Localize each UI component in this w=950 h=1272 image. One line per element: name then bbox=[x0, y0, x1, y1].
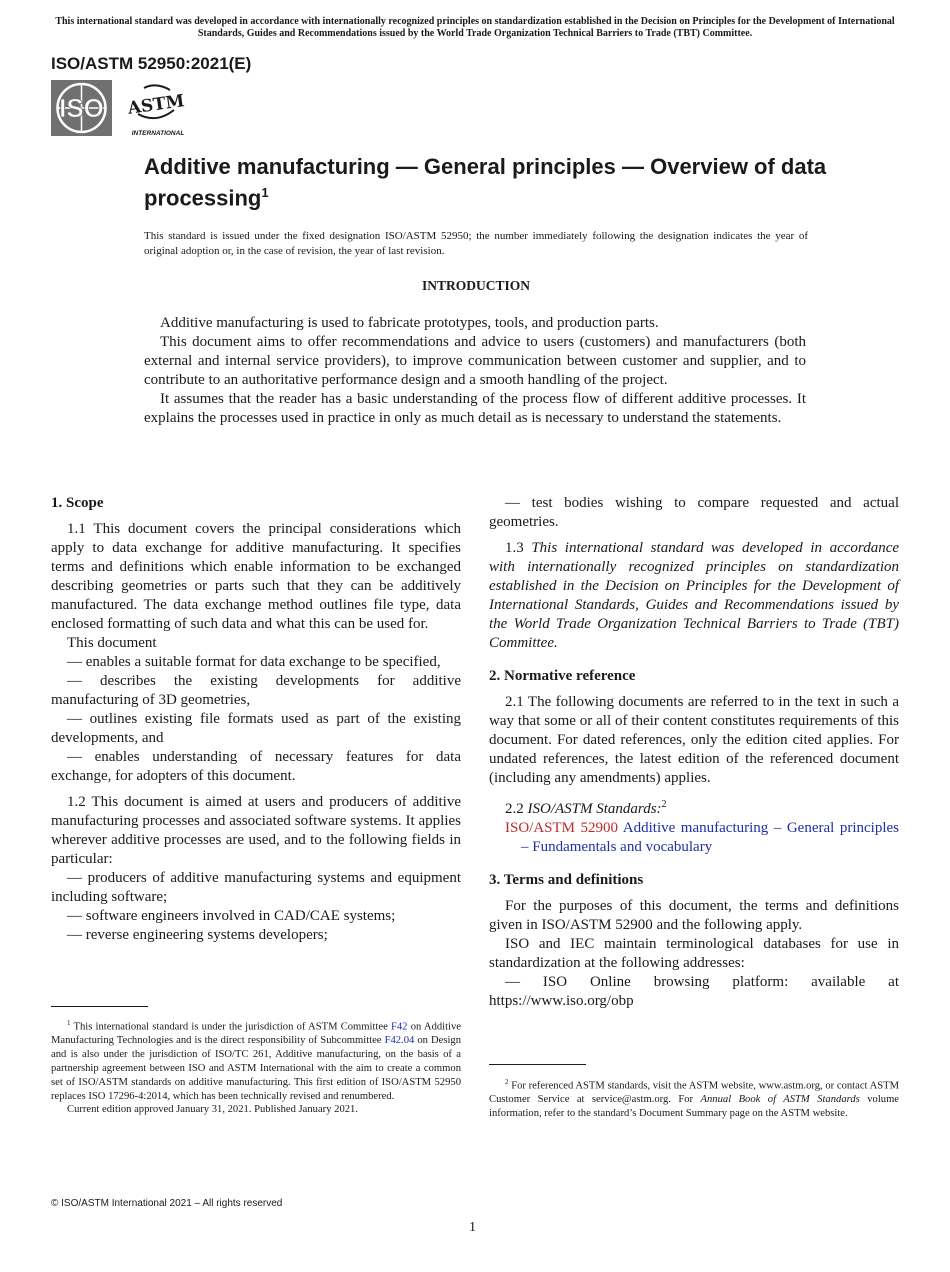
right-column bbox=[489, 494, 899, 1011]
field-list-item: — producers of additive manufacturing systems and equipment including software; bbox=[51, 870, 461, 905]
scope-1-1: 1.1 This document covers the principal considerations which apply to data exchange for additive manufacturing. It specifies terms and definitions which enable information to be exchanged describing geometries or parts such that they can be additively manufactured. The data exchange method outlines file type, data enclosed formatting of such data and what this can be used for. bbox=[51, 521, 461, 632]
footnote-divider bbox=[51, 1006, 148, 1007]
astm-standards-label: ISO/ASTM Standards: bbox=[527, 801, 662, 817]
document-title bbox=[144, 154, 844, 211]
intro-paragraph: It assumes that the reader has a basic understanding of the process flow of different additive processes. It explains the processes used in practice in only as much detail as is necessary to understand the statements. bbox=[144, 391, 806, 426]
scope-1-2: 1.2 This document is aimed at users and producers of additive manufacturing processes and associated software systems. It applies wherever additive processes are used, and to the following fields in particular: bbox=[51, 794, 461, 867]
intro-paragraph: This document aims to offer recommendations and advice to users (customers) and manufacturers (both external and internal service providers), to improve communication between customer and supplier, and to contribute to an authoritative performance design and a smooth handling of the project. bbox=[144, 334, 806, 388]
footnote-1 bbox=[51, 1017, 461, 1117]
footnote-1-text-c: on Design and is also under the jurisdiction of ISO/TC 261, Additive manufacturing, on the basis of a partnership agreement between ISO and ASTM International with the aim to create a common set of ISO/ASTM standards on additive manufacturing. This first edition of ISO/ASTM 52950 replaces ISO 17296-4:2014, which has been technically revised and renumbered. bbox=[51, 1035, 461, 1102]
normative-2-2 bbox=[489, 795, 899, 819]
scope-list-item: — outlines existing file formats used as part of the existing developments, and bbox=[51, 711, 461, 746]
svg-text:ASTM: ASTM bbox=[126, 91, 186, 119]
reference-title-link[interactable]: Additive manufacturing – General principles – Fundamentals and vocabulary bbox=[521, 820, 900, 855]
footnote-1-text-a: This international standard is under the jurisdiction of ASTM Committee bbox=[73, 1021, 388, 1033]
footnote-2-marker: 2 bbox=[505, 1078, 509, 1086]
astm-logo bbox=[126, 80, 190, 138]
reference-code-link[interactable]: ISO/ASTM 52900 bbox=[505, 820, 619, 836]
scope-1-3 bbox=[489, 539, 899, 653]
field-list-item: — software engineers involved in CAD/CAE systems; bbox=[67, 908, 396, 924]
document-designation: ISO/ASTM 52950:2021(E) bbox=[51, 54, 252, 73]
top-notice: This international standard was developed in accordance with internationally recognized principles on standardization established in the Decision on Principles for the Development of International Standards, Guides and Recommendations issued by the World Trade Organization Technical Barriers to Trade (TBT) Committee. bbox=[55, 16, 895, 39]
title-text: Additive manufacturing — General principles — Overview of data processing bbox=[144, 154, 827, 211]
title-footnote-mark[interactable]: 1 bbox=[261, 185, 269, 200]
footnote-2-text-b: volume information, refer to the standard’s Document Summary page on the ASTM website. bbox=[489, 1094, 900, 1120]
issue-note: This standard is issued under the fixed designation ISO/ASTM 52950; the number immediately following the designation indicates the year of original adoption or, in the case of revision, the year of last revision. bbox=[144, 230, 808, 257]
terms-paragraph: ISO and IEC maintain terminological databases for use in standardization at the following addresses: bbox=[489, 936, 899, 971]
introduction-body bbox=[144, 314, 806, 428]
terms-heading: 3. Terms and definitions bbox=[489, 872, 644, 888]
subcommittee-f42-04-link[interactable]: F42.04 bbox=[384, 1035, 415, 1047]
scope-1-3-text: This international standard was developed in accordance with internationally recognized principles on standardization established in the Decision on Principles for the Development of International Standards, Guides and Recommendations issued by the World Trade Organization Technical Barriers to Trade (TBT) Committee. bbox=[489, 540, 900, 651]
normative-heading: 2. Normative reference bbox=[489, 668, 636, 684]
svg-text:INTERNATIONAL: INTERNATIONAL bbox=[131, 130, 185, 137]
footnote-divider bbox=[489, 1064, 586, 1065]
page-number: 1 bbox=[469, 1220, 476, 1235]
footnote-2 bbox=[489, 1076, 899, 1121]
scope-heading: 1. Scope bbox=[51, 495, 104, 511]
terms-list-item: — ISO Online browsing platform: available at https://www.iso.org/obp bbox=[489, 974, 899, 1009]
left-column bbox=[51, 494, 461, 945]
annual-book-title: Annual Book of ASTM Standards bbox=[700, 1094, 860, 1106]
intro-paragraph: Additive manufacturing is used to fabricate prototypes, tools, and production parts. bbox=[160, 315, 659, 331]
terms-paragraph: For the purposes of this document, the terms and definitions given in ISO/ASTM 52900 and the following apply. bbox=[489, 898, 899, 933]
normative-2-2-number: 2.2 bbox=[505, 801, 524, 817]
this-document-label: This document bbox=[67, 635, 157, 651]
copyright-notice: © ISO/ASTM International 2021 – All rights reserved bbox=[51, 1198, 283, 1209]
edition-approval-note: Current edition approved January 31, 2021. Published January 2021. bbox=[67, 1104, 358, 1116]
svg-text:ISO: ISO bbox=[59, 93, 104, 123]
field-list-item: — test bodies wishing to compare requested and actual geometries. bbox=[489, 495, 899, 530]
footnote-1-text-b: on Additive Manufacturing Technologies and is the direct responsibility of Subcommittee bbox=[51, 1021, 461, 1047]
footnote-1-mark: 1 bbox=[67, 1019, 71, 1027]
normative-2-1: 2.1 The following documents are referred to in the text in such a way that some or all of their content constitutes requirements of this document. For dated references, only the edition cited applies. For undated references, the latest edition of the referenced document (including any amendments) applies. bbox=[489, 694, 899, 786]
scope-1-3-number: 1.3 bbox=[505, 540, 524, 556]
scope-list-item: — describes the existing developments for additive manufacturing of 3D geometries, bbox=[51, 673, 461, 708]
field-list-item: — reverse engineering systems developers; bbox=[67, 927, 328, 943]
introduction-heading: INTRODUCTION bbox=[421, 278, 530, 293]
committee-f42-link[interactable]: F42 bbox=[390, 1021, 408, 1033]
iso-logo bbox=[51, 80, 112, 136]
scope-list-item: — enables a suitable format for data exchange to be specified, bbox=[67, 654, 441, 670]
scope-list-item: — enables understanding of necessary features for data exchange, for adopters of this document. bbox=[51, 749, 461, 784]
referenced-standard bbox=[505, 819, 899, 857]
footnote-2-mark[interactable]: 2 bbox=[661, 799, 667, 810]
footnote-2-text-a: For referenced ASTM standards, visit the ASTM website, www.astm.org, or contact ASTM Customer Service at service@astm.org. For bbox=[489, 1080, 900, 1106]
